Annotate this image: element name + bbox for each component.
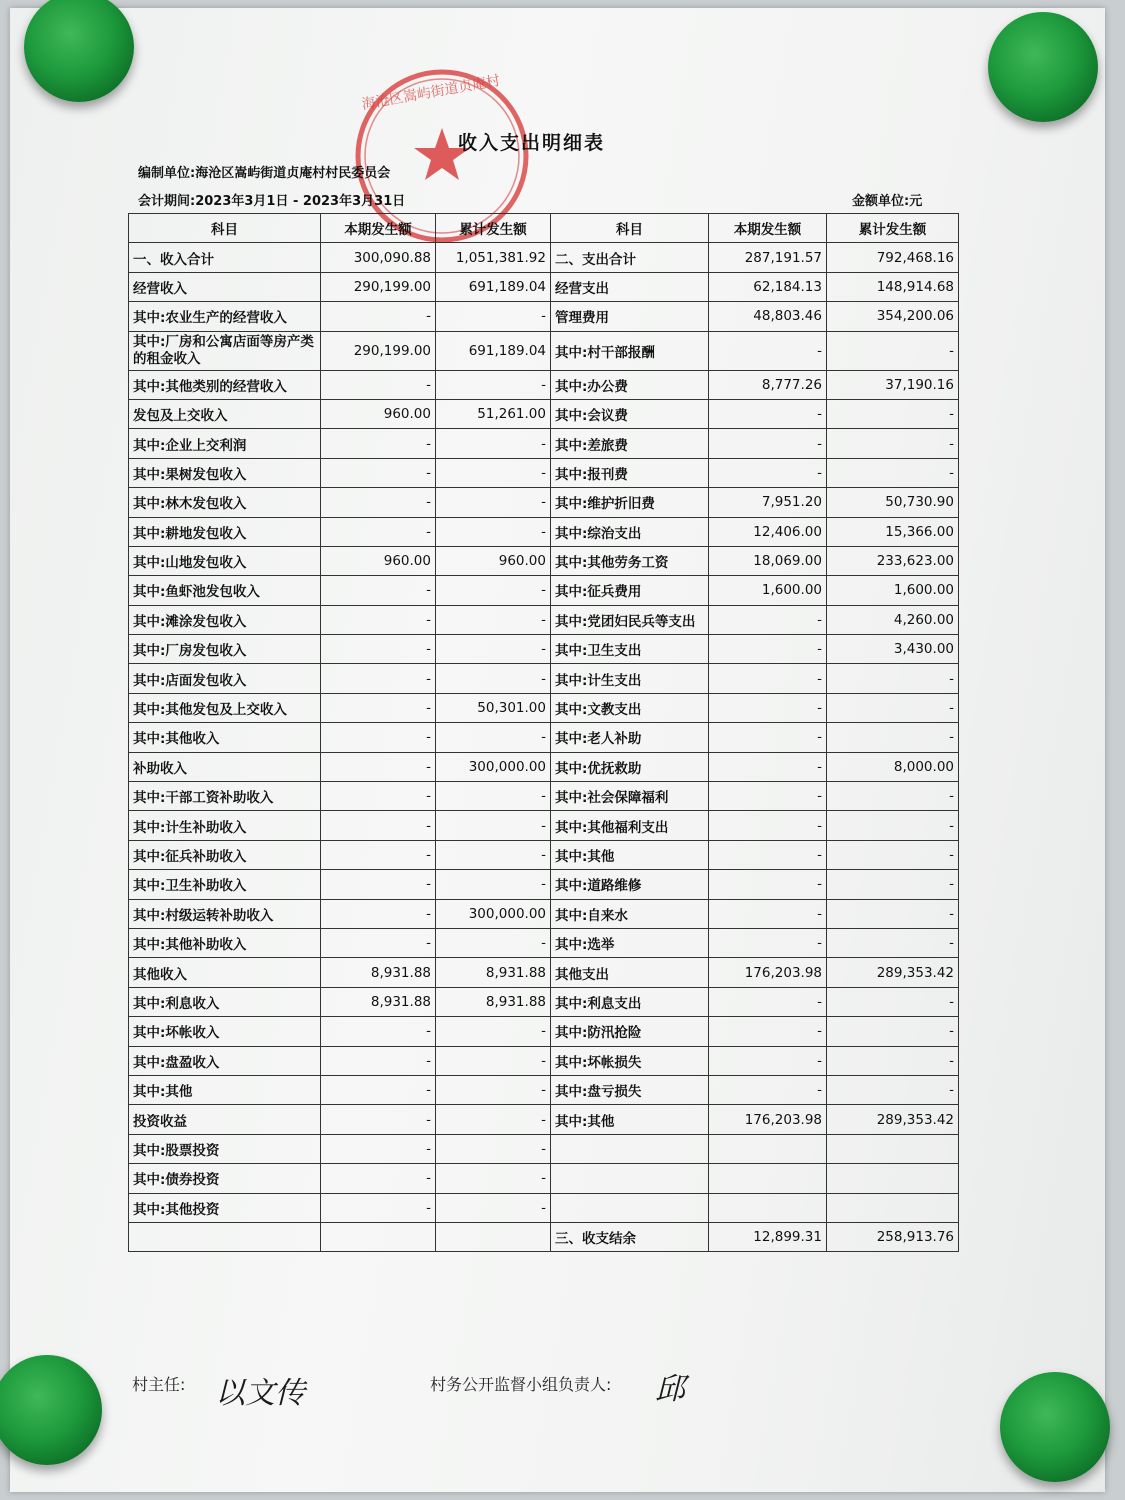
amount-cell: - bbox=[321, 576, 436, 605]
amount-cell: - bbox=[321, 693, 436, 722]
amount-cell: - bbox=[709, 987, 827, 1016]
account-name-cell: 其中:其他投资 bbox=[129, 1193, 321, 1222]
account-name-cell: 其他支出 bbox=[551, 958, 709, 987]
amount-cell: 37,190.16 bbox=[827, 370, 959, 399]
table-row bbox=[129, 899, 959, 928]
amount-cell bbox=[709, 1134, 827, 1163]
account-name-cell: 其中:利息收入 bbox=[129, 987, 321, 1016]
amount-cell: - bbox=[827, 899, 959, 928]
table-row bbox=[129, 1046, 959, 1075]
amount-cell: - bbox=[827, 1075, 959, 1104]
account-name-cell: 其中:计生支出 bbox=[551, 664, 709, 693]
amount-cell: 12,406.00 bbox=[709, 517, 827, 546]
account-name-cell bbox=[551, 1164, 709, 1193]
table-row bbox=[129, 331, 959, 370]
account-name-cell: 其中:计生补助收入 bbox=[129, 811, 321, 840]
amount-cell: - bbox=[709, 811, 827, 840]
amount-cell: - bbox=[827, 429, 959, 458]
amount-cell: - bbox=[321, 782, 436, 811]
table-row bbox=[129, 723, 959, 752]
amount-cell: 8,931.88 bbox=[321, 987, 436, 1016]
svg-text:海沧区嵩屿街道贞庵村: 海沧区嵩屿街道贞庵村 bbox=[360, 72, 502, 114]
amount-cell bbox=[321, 1222, 436, 1251]
amount-cell: 300,090.88 bbox=[321, 243, 436, 272]
amount-cell: - bbox=[436, 605, 551, 634]
director-label: 村主任: bbox=[132, 1375, 186, 1394]
table-row bbox=[129, 1075, 959, 1104]
income-expense-table bbox=[128, 213, 959, 1252]
table-row bbox=[129, 693, 959, 722]
account-name-cell: 其他收入 bbox=[129, 958, 321, 987]
amount-cell: 691,189.04 bbox=[436, 331, 551, 370]
table-row bbox=[129, 782, 959, 811]
table-row bbox=[129, 958, 959, 987]
amount-cell: - bbox=[436, 1105, 551, 1134]
account-name-cell: 其中:厂房和公寓店面等房产类的租金收入 bbox=[129, 331, 321, 370]
amount-cell: 289,353.42 bbox=[827, 958, 959, 987]
account-name-cell: 其中:坏帐损失 bbox=[551, 1046, 709, 1075]
account-name-cell: 其中:老人补助 bbox=[551, 723, 709, 752]
amount-cell: 50,730.90 bbox=[827, 488, 959, 517]
amount-cell: - bbox=[321, 664, 436, 693]
amount-cell: - bbox=[709, 840, 827, 869]
table-row bbox=[129, 811, 959, 840]
amount-cell: - bbox=[827, 693, 959, 722]
account-name-cell: 其中:债券投资 bbox=[129, 1164, 321, 1193]
compiling-unit: 编制单位:海沧区嵩屿街道贞庵村村民委员会 bbox=[138, 166, 391, 181]
amount-cell: - bbox=[436, 1017, 551, 1046]
amount-cell: - bbox=[321, 752, 436, 781]
amount-cell: - bbox=[321, 1046, 436, 1075]
amount-cell: - bbox=[827, 399, 959, 428]
amount-cell: - bbox=[827, 928, 959, 957]
amount-cell: 960.00 bbox=[321, 546, 436, 575]
account-name-cell: 其中:企业上交利润 bbox=[129, 429, 321, 458]
amount-cell: - bbox=[436, 576, 551, 605]
table-row bbox=[129, 576, 959, 605]
amount-cell: - bbox=[827, 870, 959, 899]
amount-cell: - bbox=[436, 1075, 551, 1104]
amount-cell: 8,777.26 bbox=[709, 370, 827, 399]
amount-cell: - bbox=[709, 458, 827, 487]
amount-cell bbox=[827, 1193, 959, 1222]
amount-cell: - bbox=[321, 840, 436, 869]
amount-cell: - bbox=[436, 664, 551, 693]
amount-cell: - bbox=[321, 1105, 436, 1134]
amount-cell: 12,899.31 bbox=[709, 1222, 827, 1251]
account-name-cell: 其中:盘盈收入 bbox=[129, 1046, 321, 1075]
account-name-cell: 其中:党团妇民兵等支出 bbox=[551, 605, 709, 634]
account-name-cell bbox=[551, 1134, 709, 1163]
amount-cell: - bbox=[436, 1193, 551, 1222]
amount-cell: - bbox=[709, 664, 827, 693]
account-name-cell: 其中:其他福利支出 bbox=[551, 811, 709, 840]
account-name-cell: 其中:果树发包收入 bbox=[129, 458, 321, 487]
director-signature: 以文传 bbox=[215, 1376, 305, 1411]
amount-cell: - bbox=[321, 429, 436, 458]
amount-cell: - bbox=[321, 458, 436, 487]
amount-cell: - bbox=[436, 488, 551, 517]
account-name-cell: 其中:厂房发包收入 bbox=[129, 635, 321, 664]
account-name-cell: 其中:自来水 bbox=[551, 899, 709, 928]
account-name-cell: 一、收入合计 bbox=[129, 243, 321, 272]
amount-cell: - bbox=[709, 1046, 827, 1075]
amount-cell: - bbox=[436, 1164, 551, 1193]
account-name-cell: 其中:差旅费 bbox=[551, 429, 709, 458]
account-name-cell: 其中:维护折旧费 bbox=[551, 488, 709, 517]
amount-cell: - bbox=[436, 370, 551, 399]
table-row bbox=[129, 1105, 959, 1134]
amount-cell: - bbox=[321, 811, 436, 840]
amount-cell: - bbox=[436, 928, 551, 957]
table-row bbox=[129, 429, 959, 458]
amount-cell: 300,000.00 bbox=[436, 899, 551, 928]
account-name-cell: 其中:盘亏损失 bbox=[551, 1075, 709, 1104]
amount-cell: - bbox=[321, 488, 436, 517]
table-row bbox=[129, 987, 959, 1016]
amount-cell: - bbox=[436, 723, 551, 752]
table-row bbox=[129, 243, 959, 272]
amount-cell: - bbox=[709, 928, 827, 957]
amount-cell: 1,600.00 bbox=[709, 576, 827, 605]
amount-cell: 290,199.00 bbox=[321, 272, 436, 301]
amount-cell: - bbox=[709, 782, 827, 811]
amount-cell: - bbox=[709, 331, 827, 370]
account-name-cell: 其中:选举 bbox=[551, 928, 709, 957]
amount-cell: - bbox=[436, 870, 551, 899]
amount-cell: - bbox=[436, 1046, 551, 1075]
table-row bbox=[129, 546, 959, 575]
amount-cell: - bbox=[827, 664, 959, 693]
amount-cell: - bbox=[827, 840, 959, 869]
supervisor-label: 村务公开监督小组负责人: bbox=[430, 1375, 612, 1394]
amount-cell: - bbox=[321, 1075, 436, 1104]
account-name-cell: 其中:其他类别的经营收入 bbox=[129, 370, 321, 399]
amount-cell: 1,600.00 bbox=[827, 576, 959, 605]
amount-cell: 176,203.98 bbox=[709, 1105, 827, 1134]
account-name-cell: 其中:利息支出 bbox=[551, 987, 709, 1016]
amount-cell: - bbox=[709, 429, 827, 458]
table-header-cell: 累计发生额 bbox=[827, 214, 959, 243]
amount-cell: - bbox=[436, 840, 551, 869]
table-row bbox=[129, 635, 959, 664]
amount-cell: - bbox=[709, 1075, 827, 1104]
table-row bbox=[129, 752, 959, 781]
amount-cell: 48,803.46 bbox=[709, 302, 827, 331]
amount-cell: - bbox=[709, 1017, 827, 1046]
account-name-cell: 其中:林木发包收入 bbox=[129, 488, 321, 517]
account-name-cell: 其中:卫生支出 bbox=[551, 635, 709, 664]
amount-cell: 8,931.88 bbox=[436, 987, 551, 1016]
account-name-cell: 其中:耕地发包收入 bbox=[129, 517, 321, 546]
account-name-cell: 其中:其他 bbox=[551, 1105, 709, 1134]
amount-cell: - bbox=[436, 811, 551, 840]
amount-cell: - bbox=[827, 987, 959, 1016]
amount-cell: 960.00 bbox=[436, 546, 551, 575]
amount-cell: 18,069.00 bbox=[709, 546, 827, 575]
amount-cell: - bbox=[321, 870, 436, 899]
amount-cell: - bbox=[709, 635, 827, 664]
accounting-period: 会计期间:2023年3月1日 - 2023年3月31日 bbox=[138, 194, 406, 209]
account-name-cell: 其中:办公费 bbox=[551, 370, 709, 399]
amount-cell: - bbox=[827, 331, 959, 370]
amount-cell: - bbox=[321, 899, 436, 928]
account-name-cell: 其中:股票投资 bbox=[129, 1134, 321, 1163]
amount-cell: - bbox=[321, 1017, 436, 1046]
amount-cell: 300,000.00 bbox=[436, 752, 551, 781]
amount-cell: 287,191.57 bbox=[709, 243, 827, 272]
amount-cell: 51,261.00 bbox=[436, 399, 551, 428]
amount-cell: - bbox=[827, 458, 959, 487]
amount-cell: 289,353.42 bbox=[827, 1105, 959, 1134]
table-row bbox=[129, 1222, 959, 1251]
page-title: 收入支出明细表 bbox=[458, 132, 606, 154]
table-row bbox=[129, 840, 959, 869]
table-header-cell: 科目 bbox=[551, 214, 709, 243]
table-row bbox=[129, 302, 959, 331]
account-name-cell: 其中:卫生补助收入 bbox=[129, 870, 321, 899]
table-row bbox=[129, 1134, 959, 1163]
amount-cell bbox=[827, 1134, 959, 1163]
amount-cell: 148,914.68 bbox=[827, 272, 959, 301]
table-row bbox=[129, 1164, 959, 1193]
account-name-cell: 其中:征兵补助收入 bbox=[129, 840, 321, 869]
account-name-cell: 其中:防汛抢险 bbox=[551, 1017, 709, 1046]
account-name-cell: 其中:坏帐收入 bbox=[129, 1017, 321, 1046]
account-name-cell: 其中:文教支出 bbox=[551, 693, 709, 722]
account-name-cell: 经营收入 bbox=[129, 272, 321, 301]
amount-cell: 50,301.00 bbox=[436, 693, 551, 722]
account-name-cell: 其中:道路维修 bbox=[551, 870, 709, 899]
table-row bbox=[129, 458, 959, 487]
amount-cell: - bbox=[436, 302, 551, 331]
amount-cell: 1,051,381.92 bbox=[436, 243, 551, 272]
account-name-cell: 其中:农业生产的经营收入 bbox=[129, 302, 321, 331]
amount-cell: - bbox=[827, 782, 959, 811]
amount-cell: - bbox=[321, 605, 436, 634]
amount-cell: - bbox=[827, 811, 959, 840]
amount-cell: - bbox=[321, 928, 436, 957]
account-name-cell: 其中:村级运转补助收入 bbox=[129, 899, 321, 928]
amount-cell: - bbox=[709, 752, 827, 781]
table-row bbox=[129, 272, 959, 301]
table-header-cell: 累计发生额 bbox=[436, 214, 551, 243]
account-name-cell bbox=[129, 1222, 321, 1251]
amount-cell: 691,189.04 bbox=[436, 272, 551, 301]
amount-cell: 15,366.00 bbox=[827, 517, 959, 546]
account-name-cell: 补助收入 bbox=[129, 752, 321, 781]
amount-cell: 8,000.00 bbox=[827, 752, 959, 781]
table-header-row bbox=[129, 214, 959, 243]
table-row bbox=[129, 664, 959, 693]
amount-cell: 233,623.00 bbox=[827, 546, 959, 575]
amount-cell: 176,203.98 bbox=[709, 958, 827, 987]
amount-cell: - bbox=[709, 399, 827, 428]
amount-cell bbox=[709, 1193, 827, 1222]
table-row bbox=[129, 870, 959, 899]
account-name-cell: 其中:其他补助收入 bbox=[129, 928, 321, 957]
account-name-cell: 其中:其他 bbox=[551, 840, 709, 869]
account-name-cell: 其中:山地发包收入 bbox=[129, 546, 321, 575]
amount-cell: 62,184.13 bbox=[709, 272, 827, 301]
currency-unit: 金额单位:元 bbox=[852, 194, 923, 209]
account-name-cell: 其中:店面发包收入 bbox=[129, 664, 321, 693]
amount-cell: - bbox=[827, 723, 959, 752]
amount-cell: - bbox=[321, 1134, 436, 1163]
amount-cell: - bbox=[827, 1017, 959, 1046]
account-name-cell: 其中:报刊费 bbox=[551, 458, 709, 487]
amount-cell: - bbox=[321, 370, 436, 399]
amount-cell: - bbox=[436, 429, 551, 458]
amount-cell: 4,260.00 bbox=[827, 605, 959, 634]
table-row bbox=[129, 928, 959, 957]
amount-cell: - bbox=[436, 635, 551, 664]
account-name-cell: 投资收益 bbox=[129, 1105, 321, 1134]
amount-cell: 258,913.76 bbox=[827, 1222, 959, 1251]
magnet-top-right bbox=[988, 12, 1098, 122]
table-row bbox=[129, 488, 959, 517]
account-name-cell: 其中:其他 bbox=[129, 1075, 321, 1104]
amount-cell: 960.00 bbox=[321, 399, 436, 428]
amount-cell: - bbox=[321, 635, 436, 664]
amount-cell: - bbox=[709, 693, 827, 722]
account-name-cell: 其中:干部工资补助收入 bbox=[129, 782, 321, 811]
supervisor-signature: 邱 bbox=[655, 1372, 685, 1407]
account-name-cell: 二、支出合计 bbox=[551, 243, 709, 272]
table-header-cell: 本期发生额 bbox=[709, 214, 827, 243]
account-name-cell: 其中:鱼虾池发包收入 bbox=[129, 576, 321, 605]
amount-cell: 354,200.06 bbox=[827, 302, 959, 331]
amount-cell bbox=[709, 1164, 827, 1193]
table-header-cell: 科目 bbox=[129, 214, 321, 243]
account-name-cell: 其中:滩涂发包收入 bbox=[129, 605, 321, 634]
amount-cell: - bbox=[321, 302, 436, 331]
account-name-cell: 其中:其他发包及上交收入 bbox=[129, 693, 321, 722]
table-row bbox=[129, 605, 959, 634]
account-name-cell: 发包及上交收入 bbox=[129, 399, 321, 428]
account-name-cell: 其中:会议费 bbox=[551, 399, 709, 428]
amount-cell: 792,468.16 bbox=[827, 243, 959, 272]
amount-cell: 290,199.00 bbox=[321, 331, 436, 370]
amount-cell: 3,430.00 bbox=[827, 635, 959, 664]
amount-cell: - bbox=[321, 1164, 436, 1193]
amount-cell: 8,931.88 bbox=[321, 958, 436, 987]
amount-cell: 7,951.20 bbox=[709, 488, 827, 517]
table-row bbox=[129, 399, 959, 428]
table-row bbox=[129, 517, 959, 546]
account-name-cell: 其中:村干部报酬 bbox=[551, 331, 709, 370]
table-row bbox=[129, 370, 959, 399]
amount-cell: - bbox=[436, 1134, 551, 1163]
amount-cell: - bbox=[709, 723, 827, 752]
table-header-cell: 本期发生额 bbox=[321, 214, 436, 243]
amount-cell bbox=[436, 1222, 551, 1251]
account-name-cell: 其中:综治支出 bbox=[551, 517, 709, 546]
amount-cell: - bbox=[709, 870, 827, 899]
amount-cell: - bbox=[436, 782, 551, 811]
account-name-cell: 其中:征兵费用 bbox=[551, 576, 709, 605]
account-name-cell: 其中:社会保障福利 bbox=[551, 782, 709, 811]
amount-cell: - bbox=[436, 517, 551, 546]
account-name-cell: 其中:其他劳务工资 bbox=[551, 546, 709, 575]
amount-cell: - bbox=[436, 458, 551, 487]
table-row bbox=[129, 1193, 959, 1222]
amount-cell: - bbox=[321, 1193, 436, 1222]
amount-cell: - bbox=[827, 1046, 959, 1075]
account-name-cell: 三、收支结余 bbox=[551, 1222, 709, 1251]
amount-cell: - bbox=[709, 605, 827, 634]
account-name-cell: 管理费用 bbox=[551, 302, 709, 331]
amount-cell: 8,931.88 bbox=[436, 958, 551, 987]
account-name-cell bbox=[551, 1193, 709, 1222]
amount-cell: - bbox=[321, 517, 436, 546]
account-name-cell: 经营支出 bbox=[551, 272, 709, 301]
amount-cell: - bbox=[709, 899, 827, 928]
amount-cell: - bbox=[321, 723, 436, 752]
account-name-cell: 其中:优抚救助 bbox=[551, 752, 709, 781]
amount-cell bbox=[827, 1164, 959, 1193]
account-name-cell: 其中:其他收入 bbox=[129, 723, 321, 752]
magnet-bottom-right bbox=[1000, 1372, 1110, 1482]
table-row bbox=[129, 1017, 959, 1046]
